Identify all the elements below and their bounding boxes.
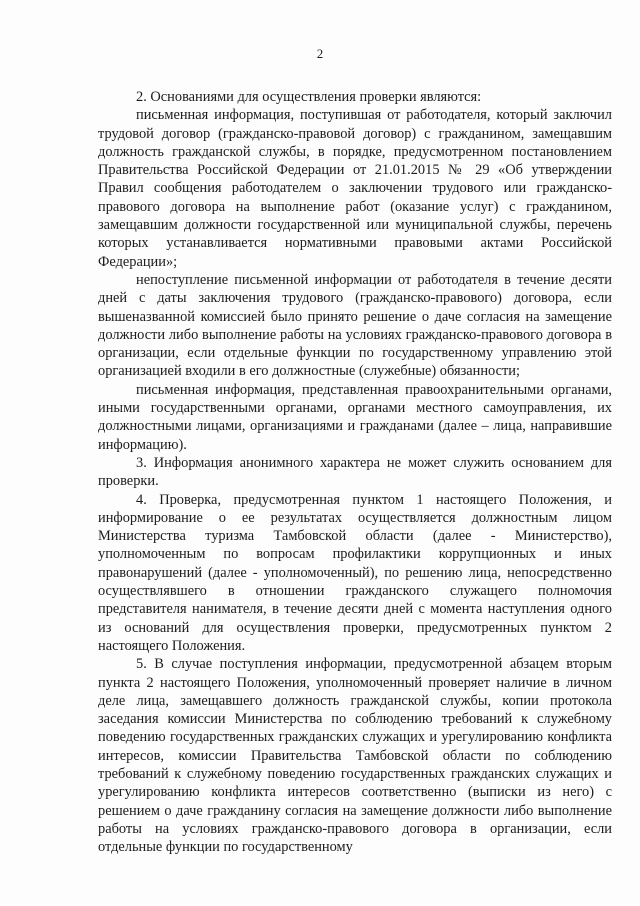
page-number: 2	[316, 46, 324, 61]
document-body	[98, 88, 612, 856]
paragraph-authorities-info: письменная информация, представленная правоохранительными органами, иными государственными органами, органами местного самоуправления, их должностными лицами, организациями и гражданами (далее – лица, направившие информацию).	[98, 381, 612, 453]
paragraph-employer-info: письменная информация, поступившая от работодателя, который заключил трудовой договор (гражданско-правовой договор) с гражданином, замещавшим должность гражданской службы, в порядке, предусмотренном постановлением Правительства Российской Федерации от 21.01.2015 № 29 «Об утверждении Правил сообщения работодателем о заключении трудового или гражданско-правового договора на выполнение работ (оказание услуг) с гражданином, замещавшим должности государственной или муниципальной службы, перечень которых устанавливается нормативными правовыми актами Российской Федерации»;	[98, 107, 612, 270]
paragraph-2-heading: 2. Основаниями для осуществления проверки являются:	[136, 89, 482, 105]
paragraph-5: 5. В случае поступления информации, предусмотренной абзацем вторым пункта 2 настоящего Положения, уполномоченный проверяет наличие в личном деле лица, замещавшего должность гражданской службы, копии протокола заседания комиссии Министерства по соблюдению требований к служебному поведению государственных гражданских служащих и урегулированию конфликта интересов, комиссии Правительства Тамбовской области по соблюдению требований к служебному поведению государственных гражданских служащих и урегулированию конфликта интересов соответственно (выписки из него) с решением о даче гражданину согласия на замещение должности либо выполнение работы на условиях гражданско-правового договора в организации, если отдельные функции по государственному	[98, 656, 612, 856]
paragraph-3: 3. Информация анонимного характера не может служить основанием для проверки.	[98, 454, 612, 490]
paragraph-no-info: непоступление письменной информации от работодателя в течение десяти дней с даты заключения трудового (гражданско-правового) договора, если вышеназванной комиссией было принято решение о даче согласия на замещение должности либо выполнение работы на условиях гражданско-правового договора в организации, если отдельные функции по государственному управлению этой организацией входили в его должностные (служебные) обязанности;	[98, 271, 612, 380]
paragraph-4: 4. Проверка, предусмотренная пунктом 1 настоящего Положения, и информирование о ее результатах осуществляется должностным лицом Министерства туризма Тамбовской области (далее - Министерство), уполномоченным по вопросам профилактики коррупционных и иных правонарушений (далее - уполномоченный), по решению лица, непосредственно осуществлявшего в отношении гражданского служащего полномочия представителя нанимателя, в течение десяти дней с момента наступления одного из оснований для осуществления проверки, предусмотренных пунктом 2 настоящего Положения.	[98, 491, 612, 654]
